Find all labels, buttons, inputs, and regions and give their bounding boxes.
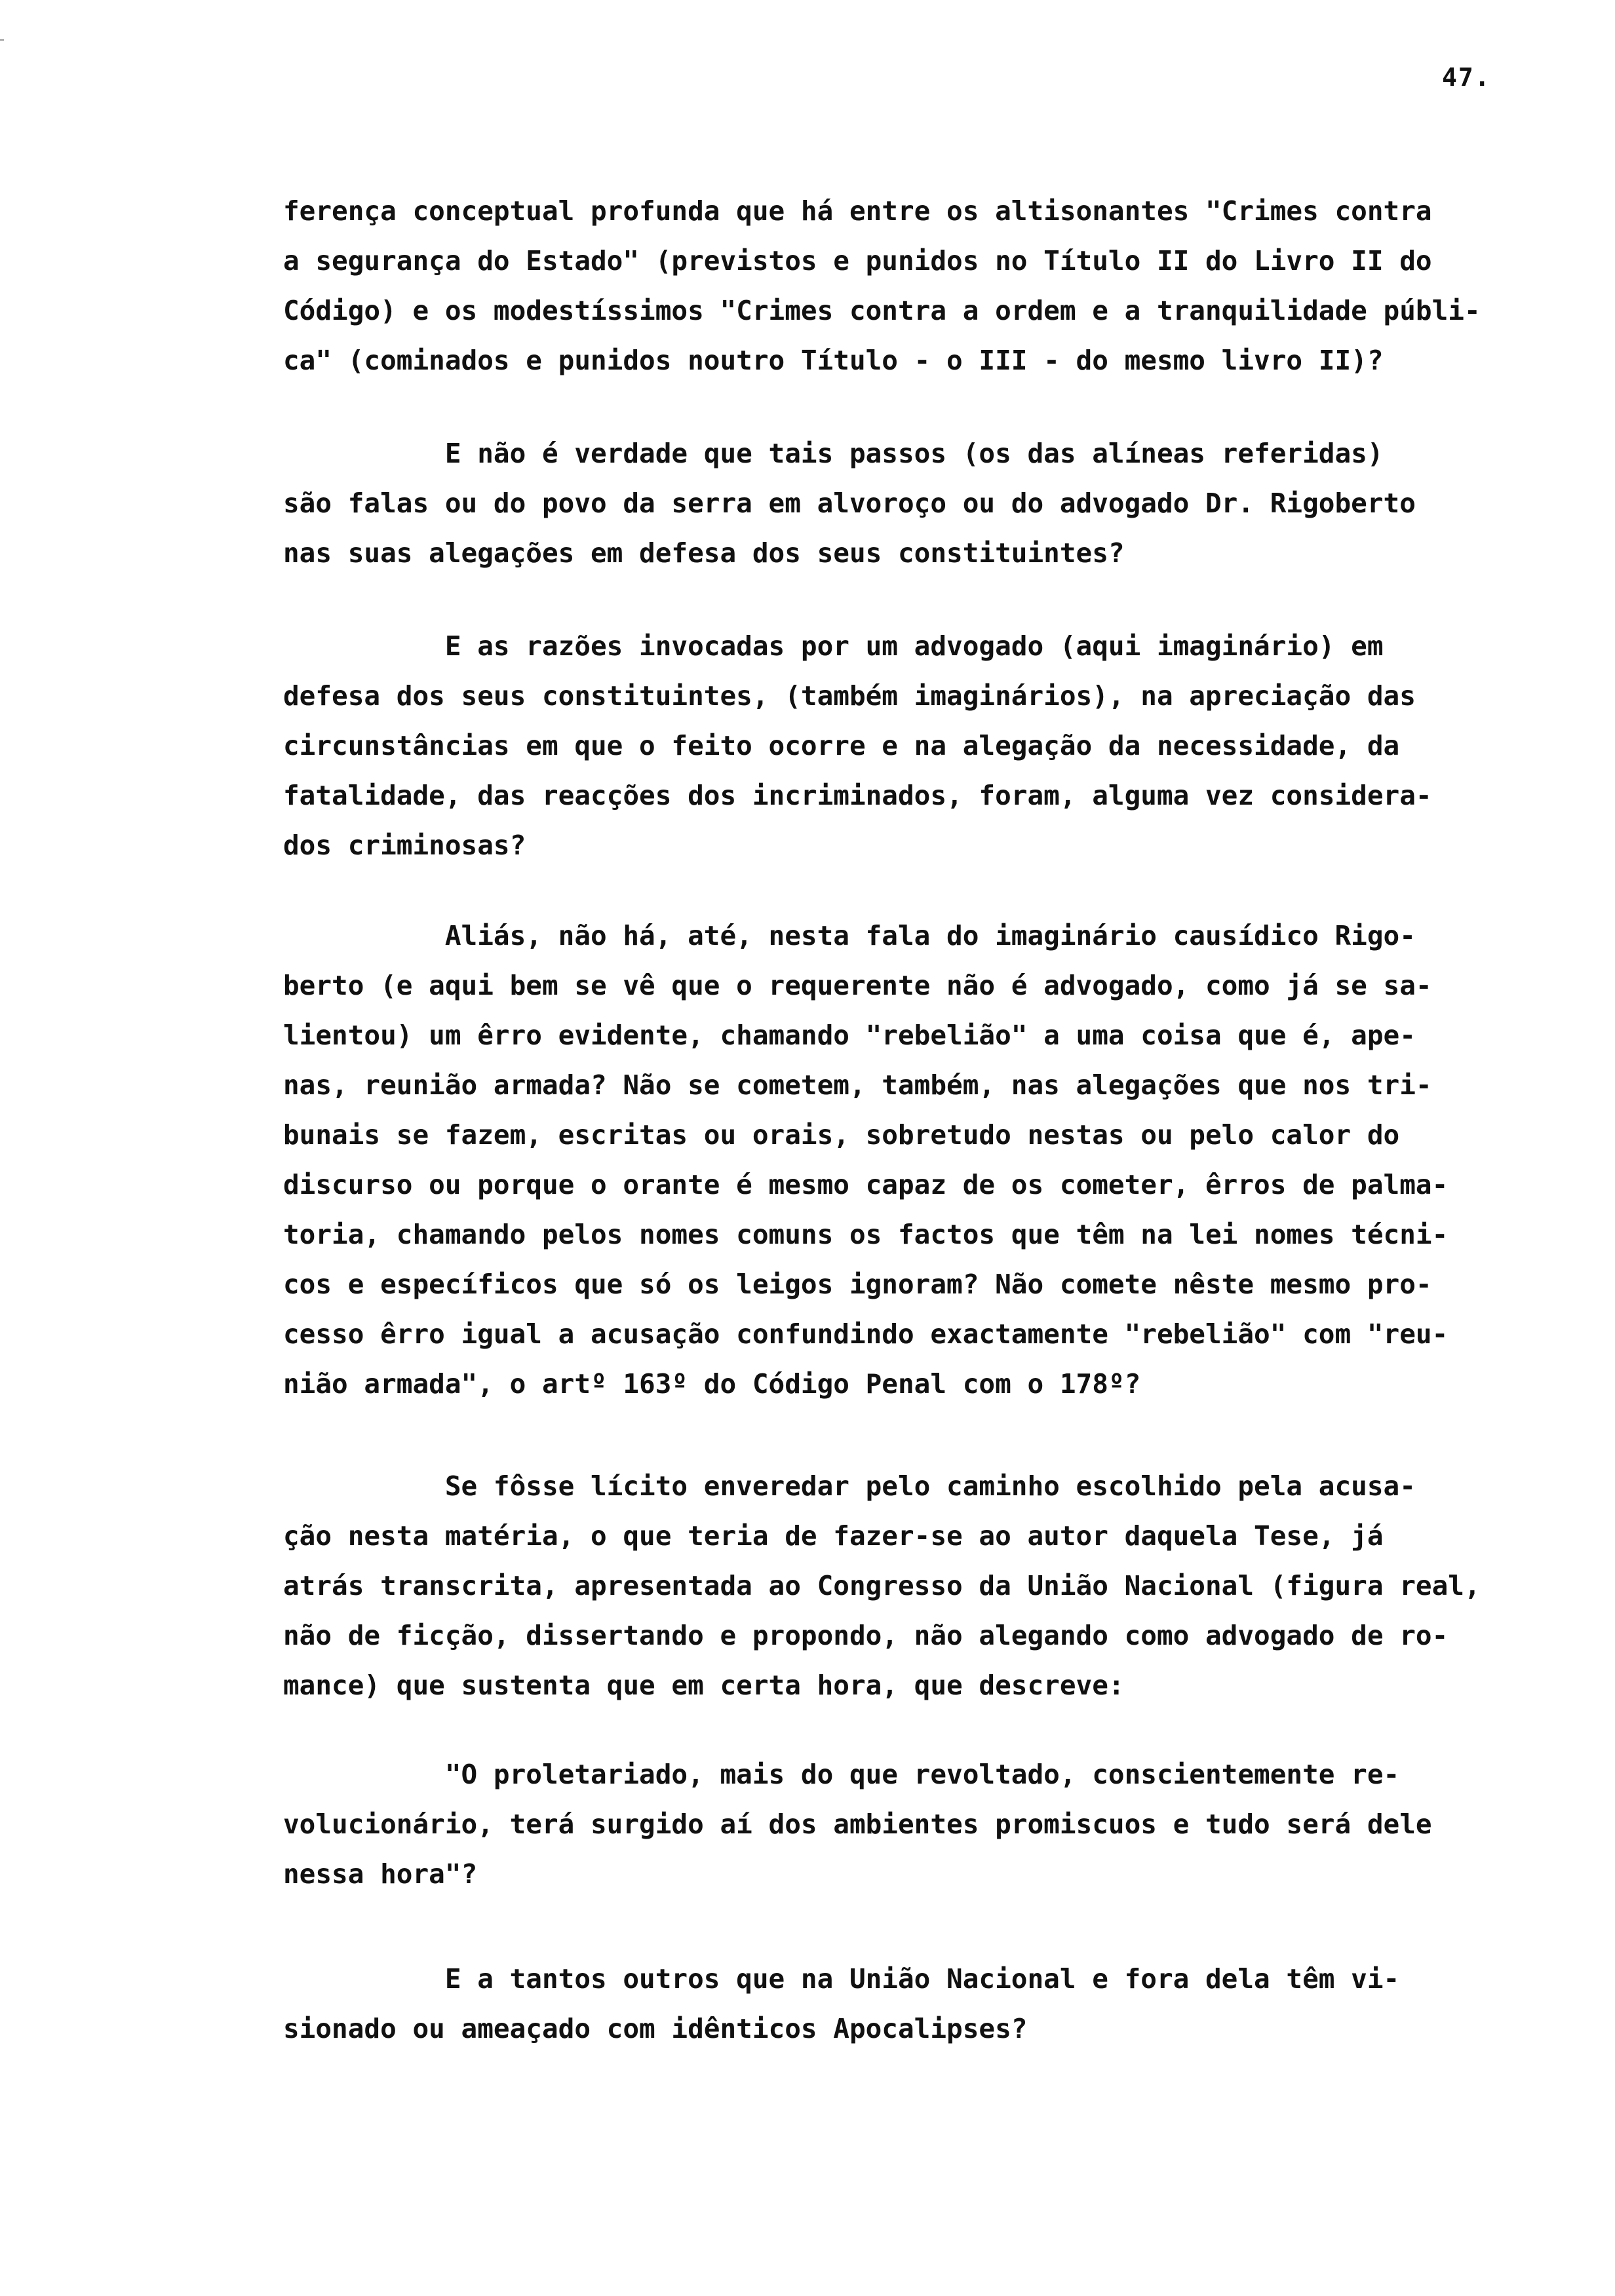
scan-edge-mark (0, 39, 4, 41)
page-number: 47. (1442, 63, 1491, 92)
paragraph-7: E a tantos outros que na União Nacional e fora dela têm vi- sionado ou ameaçado com idênticos Apocalipses? (283, 1963, 1400, 2044)
paragraph-3: E as razões invocadas por um advogado (aqui imaginário) em defesa dos seus constituintes, (também imaginários), na apreciação das circunstâncias em que o feito ocorre e na alegação da necessidade, da fatalidade, das reacções dos incriminados, foram, alguma vez considera- dos criminosas? (283, 630, 1432, 861)
paragraph-4: Aliás, não há, até, nesta fala do imaginário causídico Rigo- berto (e aqui bem se vê que o requerente não é advogado, como já se sa- lientou) um êrro evidente, chamando "rebelião" a uma coisa que é, ape- nas, reunião armada? Não se cometem, também, nas alegações que nos tri- bunais se fazem, escritas ou orais, sobretudo nestas ou pelo calor do discurso ou porque o orante é mesmo capaz de os cometer, êrros de palma- toria, chamando pelos nomes comuns os factos que têm na lei nomes técni- cos e específicos que só os leigos ignoram? Não comete nêste mesmo pro- cesso êrro igual a acusação confundindo exactamente "rebelião" com "reu- nião armada", o artº 163º do Código Penal com o 178º? (283, 920, 1449, 1400)
paragraph-2: E não é verdade que tais passos (os das alíneas referidas) são falas ou do povo da serra em alvoroço ou do advogado Dr. Rigoberto nas suas alegações em defesa dos seus constituintes? (283, 438, 1416, 569)
paragraph-1: ferença conceptual profunda que há entre os altisonantes "Crimes contra a segurança do Estado" (previstos e punidos no Título II do Livro II do Código) e os modestíssimos "Crimes contra a ordem e a tranquilidade públi- ca" (cominados e punidos noutro Título - o III - do mesmo livro II)? (283, 195, 1481, 376)
paragraph-5: Se fôsse lícito enveredar pelo caminho escolhido pela acusa- ção nesta matéria, o que teria de fazer-se ao autor daquela Tese, já atrás transcrita, apresentada ao Congresso da União Nacional (figura real, não de ficção, dissertando e propondo, não alegando como advogado de ro- mance) que sustenta que em certa hora, que descreve: (283, 1470, 1481, 1701)
quoted-passage: "O proletariado, mais do que revoltado, conscientemente re- volucionário, terá surgido aí dos ambientes promiscuos e tudo será dele nessa hora"? (283, 1759, 1432, 1890)
